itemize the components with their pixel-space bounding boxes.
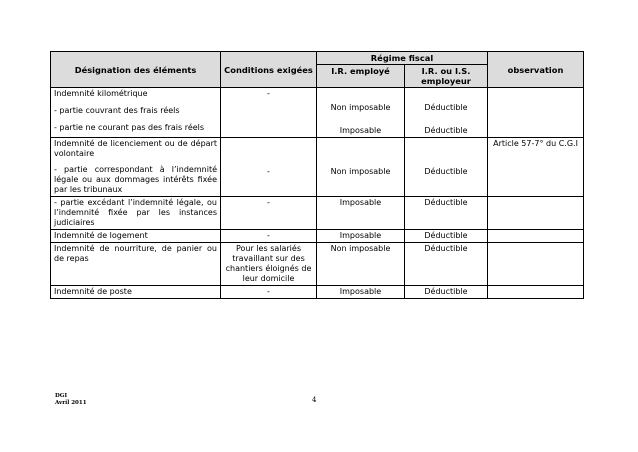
table-row bbox=[51, 243, 584, 286]
observation-cell bbox=[488, 230, 584, 243]
footer-date: Avril 2011 bbox=[55, 400, 87, 406]
footer-left bbox=[55, 393, 87, 407]
header-ir-employe: I.R. employé bbox=[317, 65, 405, 88]
header-row-1 bbox=[51, 52, 584, 65]
table-row bbox=[51, 230, 584, 243]
ir-employe-cell: Non imposable bbox=[317, 243, 405, 286]
ir-employeur-cell bbox=[405, 88, 488, 138]
ir-employe-cell: Imposable bbox=[317, 197, 405, 230]
page-number: 4 bbox=[312, 396, 317, 404]
designation-cell bbox=[51, 88, 221, 138]
header-designation: Désignation des éléments bbox=[51, 52, 221, 88]
designation-cell: Indemnité de nourriture, de panier ou de repas bbox=[51, 243, 221, 286]
ir-employe-cell bbox=[317, 88, 405, 138]
observation-cell: Article 57-7° du C.G.I bbox=[488, 138, 584, 197]
ir-employeur-cell: Déductible bbox=[405, 286, 488, 299]
designation-title: Indemnité de licenciement ou de départ volontaire bbox=[54, 139, 217, 158]
observation-cell bbox=[488, 243, 584, 286]
condition-value: - bbox=[267, 167, 270, 176]
table-row bbox=[51, 88, 584, 138]
condition-cell: - bbox=[221, 230, 317, 243]
designation-title: Indemnité kilométrique bbox=[54, 89, 148, 98]
table-row bbox=[51, 138, 584, 197]
ir-employeur-value: Déductible bbox=[424, 167, 468, 176]
designation-line: - partie ne courant pas des frais réels bbox=[54, 123, 205, 132]
ir-employe-value: Non imposable bbox=[330, 167, 391, 176]
header-regime-fiscal: Régime fiscal bbox=[317, 52, 488, 65]
ir-employeur-cell: Déductible bbox=[405, 243, 488, 286]
ir-employeur-value: Déductible bbox=[424, 126, 468, 135]
ir-employe-value: Imposable bbox=[339, 126, 382, 135]
condition-cell: - bbox=[221, 286, 317, 299]
condition-cell bbox=[221, 138, 317, 197]
condition-cell: Pour les salariés travaillant sur des chantiers éloignés de leur domicile bbox=[221, 243, 317, 286]
designation-cell: Indemnité de logement bbox=[51, 230, 221, 243]
designation-cell bbox=[51, 138, 221, 197]
ir-employeur-cell bbox=[405, 138, 488, 197]
ir-employe-cell: Imposable bbox=[317, 230, 405, 243]
header-conditions: Conditions exigées bbox=[221, 52, 317, 88]
ir-employe-cell bbox=[317, 138, 405, 197]
observation-cell bbox=[488, 286, 584, 299]
table-row bbox=[51, 286, 584, 299]
observation-cell bbox=[488, 197, 584, 230]
designation-cell: Indemnité de poste bbox=[51, 286, 221, 299]
condition-cell: - bbox=[221, 88, 317, 138]
designation-cell: - partie excédant l’indemnité légale, ou l’indemnité fixée par les instances judiciaires bbox=[51, 197, 221, 230]
regime-fiscal-table bbox=[50, 51, 584, 299]
ir-employe-value: Non imposable bbox=[330, 103, 391, 112]
footer-org: DGI bbox=[55, 393, 68, 399]
table-row bbox=[51, 197, 584, 230]
header-ir-employeur: I.R. ou I.S. employeur bbox=[405, 65, 488, 88]
ir-employeur-cell: Déductible bbox=[405, 197, 488, 230]
observation-cell bbox=[488, 88, 584, 138]
condition-cell: - bbox=[221, 197, 317, 230]
designation-line: - partie couvrant des frais réels bbox=[54, 106, 180, 115]
ir-employe-cell: Imposable bbox=[317, 286, 405, 299]
ir-employeur-value: Déductible bbox=[424, 103, 468, 112]
header-observation: observation bbox=[488, 52, 584, 88]
designation-line: - partie correspondant à l’indemnité légale ou aux dommages intérêts fixée par les tribunaux bbox=[54, 165, 217, 194]
ir-employeur-cell: Déductible bbox=[405, 230, 488, 243]
